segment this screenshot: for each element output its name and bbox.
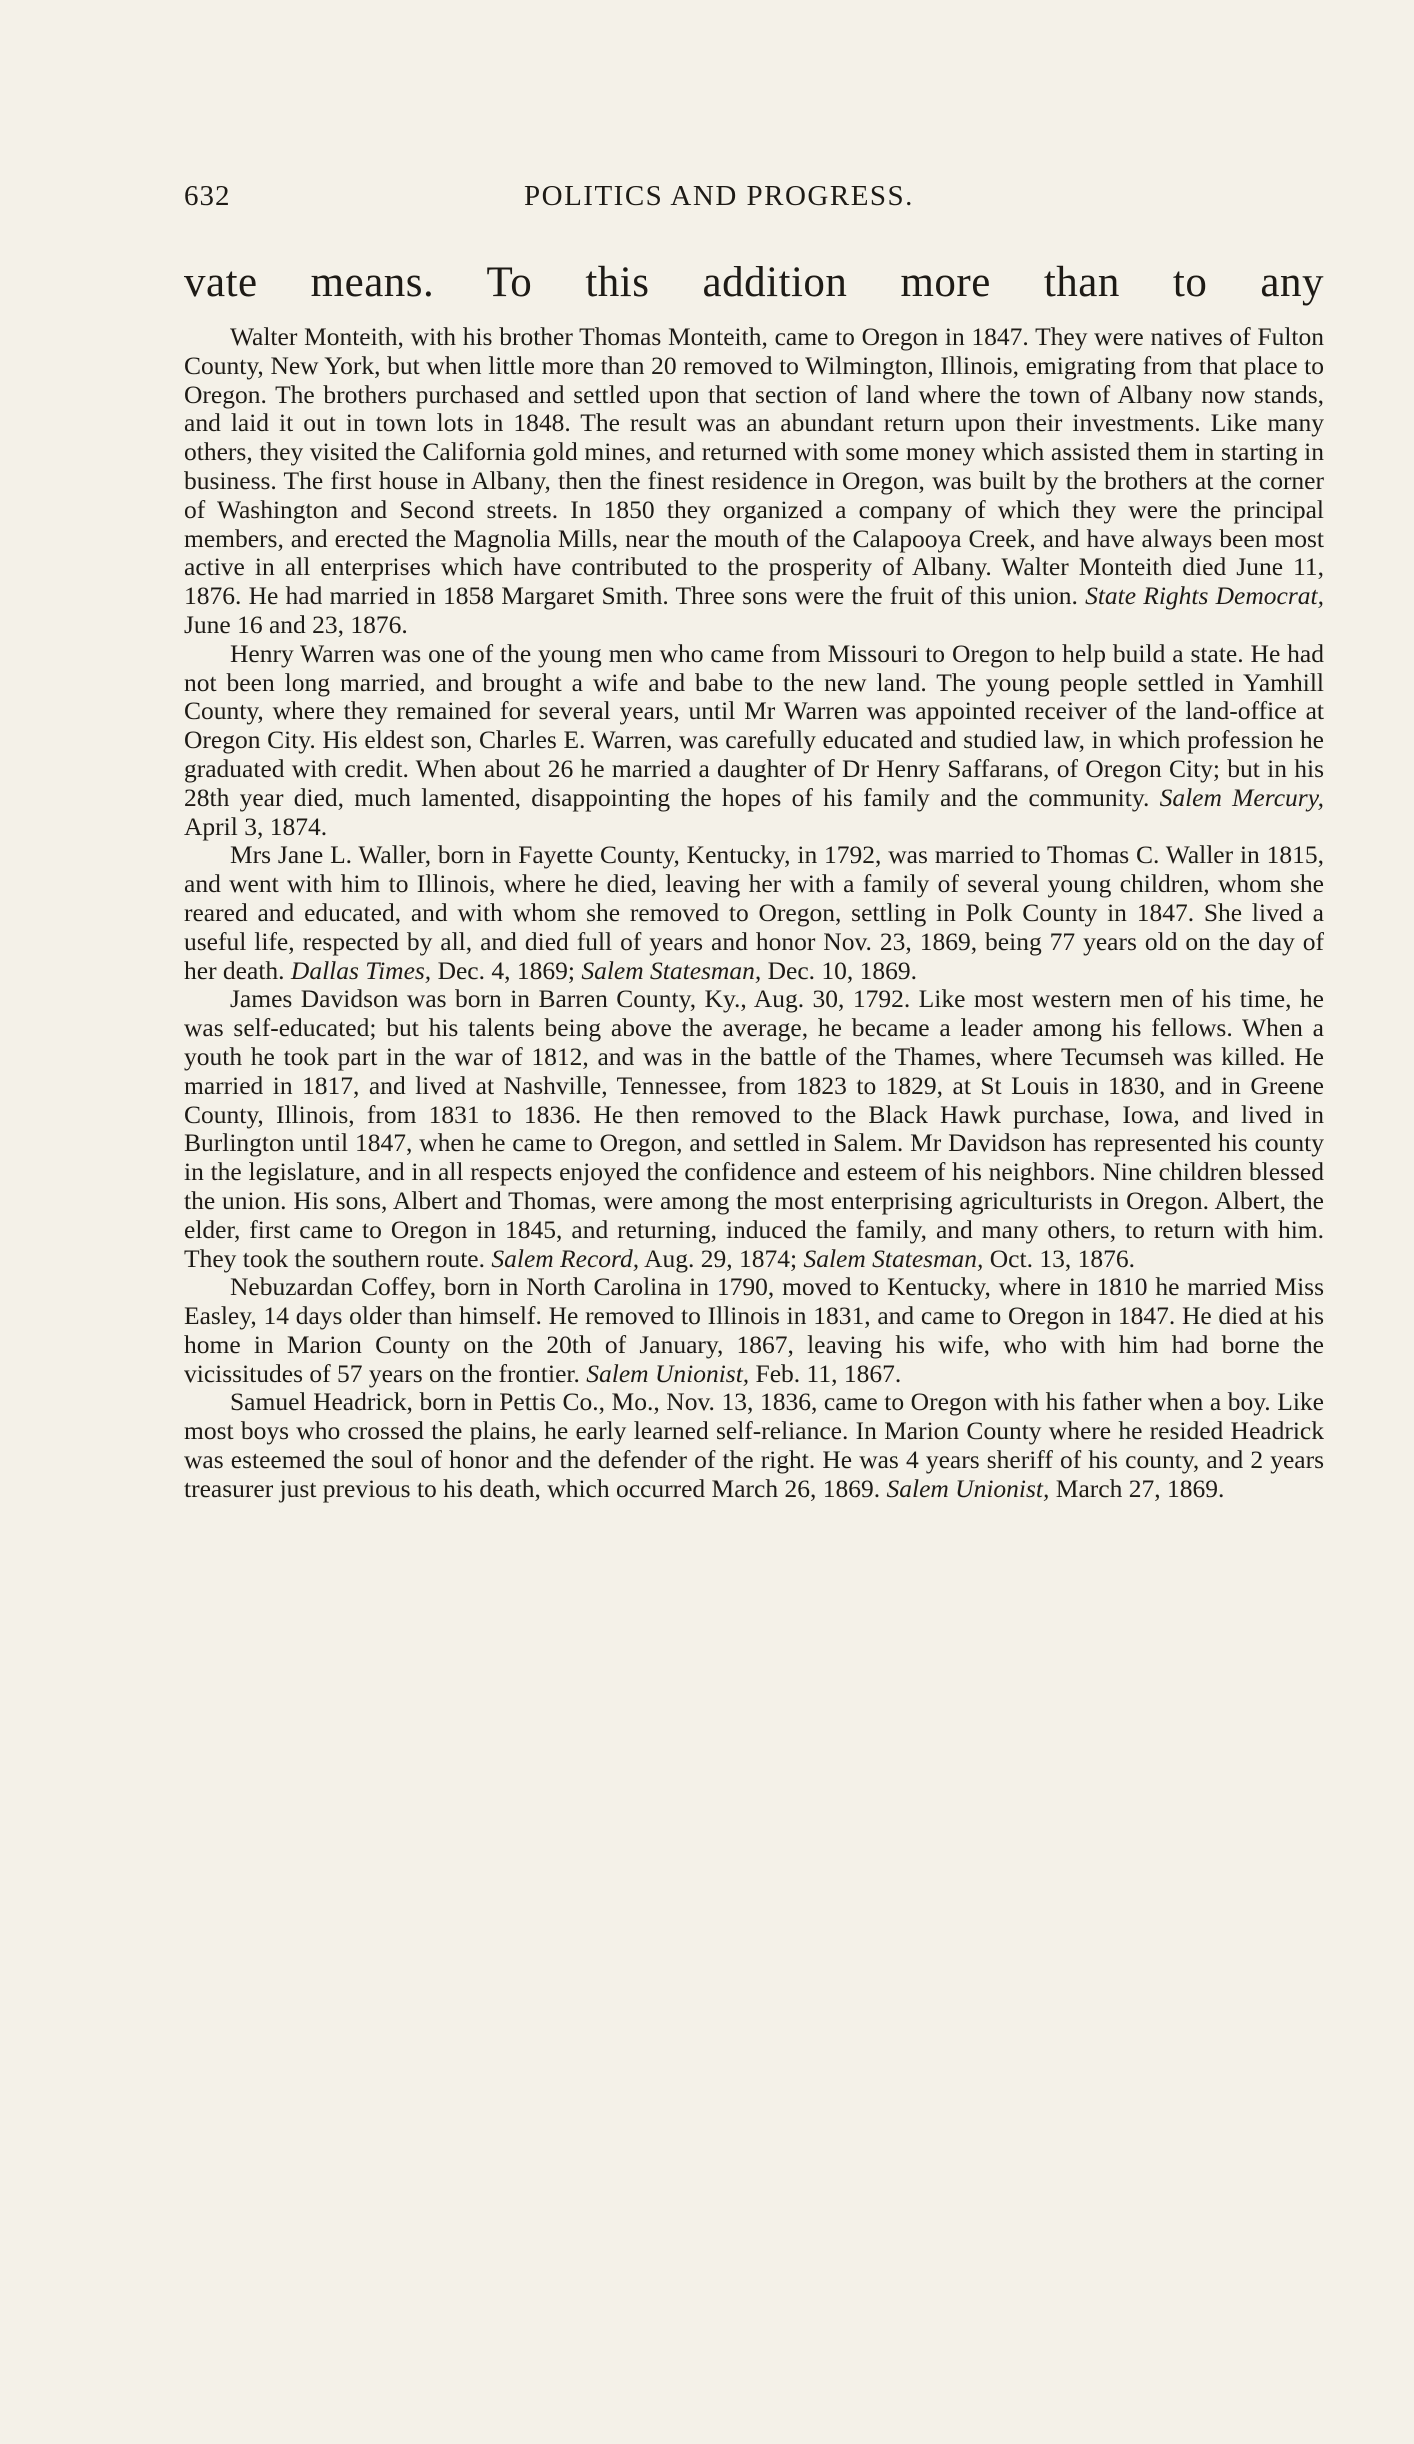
source-citation: Salem Unionist, <box>886 1473 1050 1503</box>
note-text: April 3, 1874. <box>184 811 328 841</box>
source-citation: Salem Statesman, <box>803 1243 984 1273</box>
source-citation: Dallas Times, <box>290 955 432 985</box>
note-henry-warren <box>184 640 1324 842</box>
source-citation: Salem Mercury, <box>1159 782 1324 812</box>
note-text: March 27, 1869. <box>1049 1473 1225 1503</box>
note-jane-waller <box>184 841 1324 985</box>
note-text: Henry Warren was one of the young men who came from Missouri to Oregon to help build a state. He had not been long married, and brought a wife and babe to the new land. The young people settled in Yamhill County, where they remained for several years, until Mr Warren was appointed receiver of the land-office at Oregon City. His eldest son, Charles E. Warren, was carefully educated and studied law, in which profession he graduated with credit. When about 26 he married a daughter of Dr Henry Saffarans, of Oregon City; but in his 28th year died, much lamented, disappointing the hopes of his family and the community. <box>184 638 1324 812</box>
note-walter-monteith <box>184 323 1324 640</box>
note-text: James Davidson was born in Barren County, Ky., Aug. 30, 1792. Like most western men of his time, he was self-educated; but his talents being above the average, he became a leader among his fellows. When a youth he took part in the war of 1812, and was in the battle of the Thames, where Tecumseh was killed. He married in 1817, and lived at Nashville, Tennessee, from 1823 to 1829, at St Louis in 1830, and in Greene County, Illinois, from 1831 to 1836. He then removed to the Black Hawk purchase, Iowa, and lived in Burlington until 1847, when he came to Oregon, and settled in Salem. Mr Davidson has represented his county in the legislature, and in all respects enjoyed the confidence and esteem of his neighbors. Nine children blessed the union. His sons, Albert and Thomas, were among the most enterprising agriculturists in Oregon. Albert, the elder, first came to Oregon in 1845, and returning, induced the family, and many others, to return with him. They took the southern route. <box>184 984 1324 1273</box>
note-text: Samuel Headrick, born in Pettis Co., Mo., Nov. 13, 1836, came to Oregon with his father when a boy. Like most boys who crossed the plains, he early learned self-reliance. In Marion County where he resided Headrick was esteemed the soul of honor and the defender of the right. He was 4 years sheriff of his county, and 2 years treasurer just previous to his death, which occurred March 26, 1869. <box>184 1387 1324 1503</box>
biographical-notes <box>184 323 1324 1504</box>
note-nebuzardan-coffey <box>184 1273 1324 1388</box>
source-citation: Salem Record, <box>491 1243 640 1273</box>
note-text: Mrs Jane L. Waller, born in Fayette County, Kentucky, in 1792, was married to Thomas C. Waller in 1815, and went with him to Illinois, where he died, leaving her with a family of several young children, whom she reared and educated, and with whom she removed to Oregon, settling in Polk County in 1847. She lived a useful life, respected by all, and died full of years and honor Nov. 23, 1869, being 77 years old on the day of her death. <box>184 840 1324 985</box>
note-samuel-headrick <box>184 1388 1324 1503</box>
running-title: POLITICS AND PROGRESS. <box>524 180 914 212</box>
note-text: Oct. 13, 1876. <box>983 1243 1135 1273</box>
source-citation: State Rights Democrat, <box>1085 581 1324 611</box>
note-text: Nebuzardan Coffey, born in North Carolina in 1790, moved to Kentucky, where in 1810 he married Miss Easley, 14 days older than himself. He removed to Illinois in 1831, and came to Oregon in 1847. He died at his home in Marion County on the 20th of January, 1867, leaving his wife, who with him had borne the vicissitudes of 57 years on the frontier. <box>184 1272 1324 1388</box>
note-text: Dec. 10, 1869. <box>761 955 918 985</box>
note-text: June 16 and 23, 1876. <box>184 609 408 639</box>
source-citation: Salem Statesman, <box>581 955 762 985</box>
note-text: Dec. 4, 1869; <box>431 955 582 985</box>
note-text: Feb. 11, 1867. <box>749 1358 902 1388</box>
carried-over-text-line: vate means. To this addition more than to any <box>184 259 1324 306</box>
note-james-davidson <box>184 985 1324 1273</box>
note-text: Aug. 29, 1874; <box>639 1243 804 1273</box>
source-citation: Salem Unionist, <box>586 1358 750 1388</box>
page-number: 632 <box>184 180 231 212</box>
note-text: Walter Monteith, with his brother Thomas Monteith, came to Oregon in 1847. They were natives of Fulton County, New York, but when little more than 20 removed to Wilmington, Illinois, emigrating from that place to Oregon. The brothers purchased and settled upon that section of land where the town of Albany now stands, and laid it out in town lots in 1848. The result was an abundant return upon their investments. Like many others, they visited the California gold mines, and returned with some money which assisted them in starting in business. The first house in Albany, then the finest residence in Oregon, was built by the brothers at the corner of Washington and Second streets. In 1850 they organized a company of which they were the principal members, and erected the Magnolia Mills, near the mouth of the Calapooya Creek, and have always been most active in all enterprises which have contributed to the prosperity of Albany. Walter Monteith died June 11, 1876. He had married in 1858 Margaret Smith. Three sons were the fruit of this union. <box>184 322 1324 611</box>
